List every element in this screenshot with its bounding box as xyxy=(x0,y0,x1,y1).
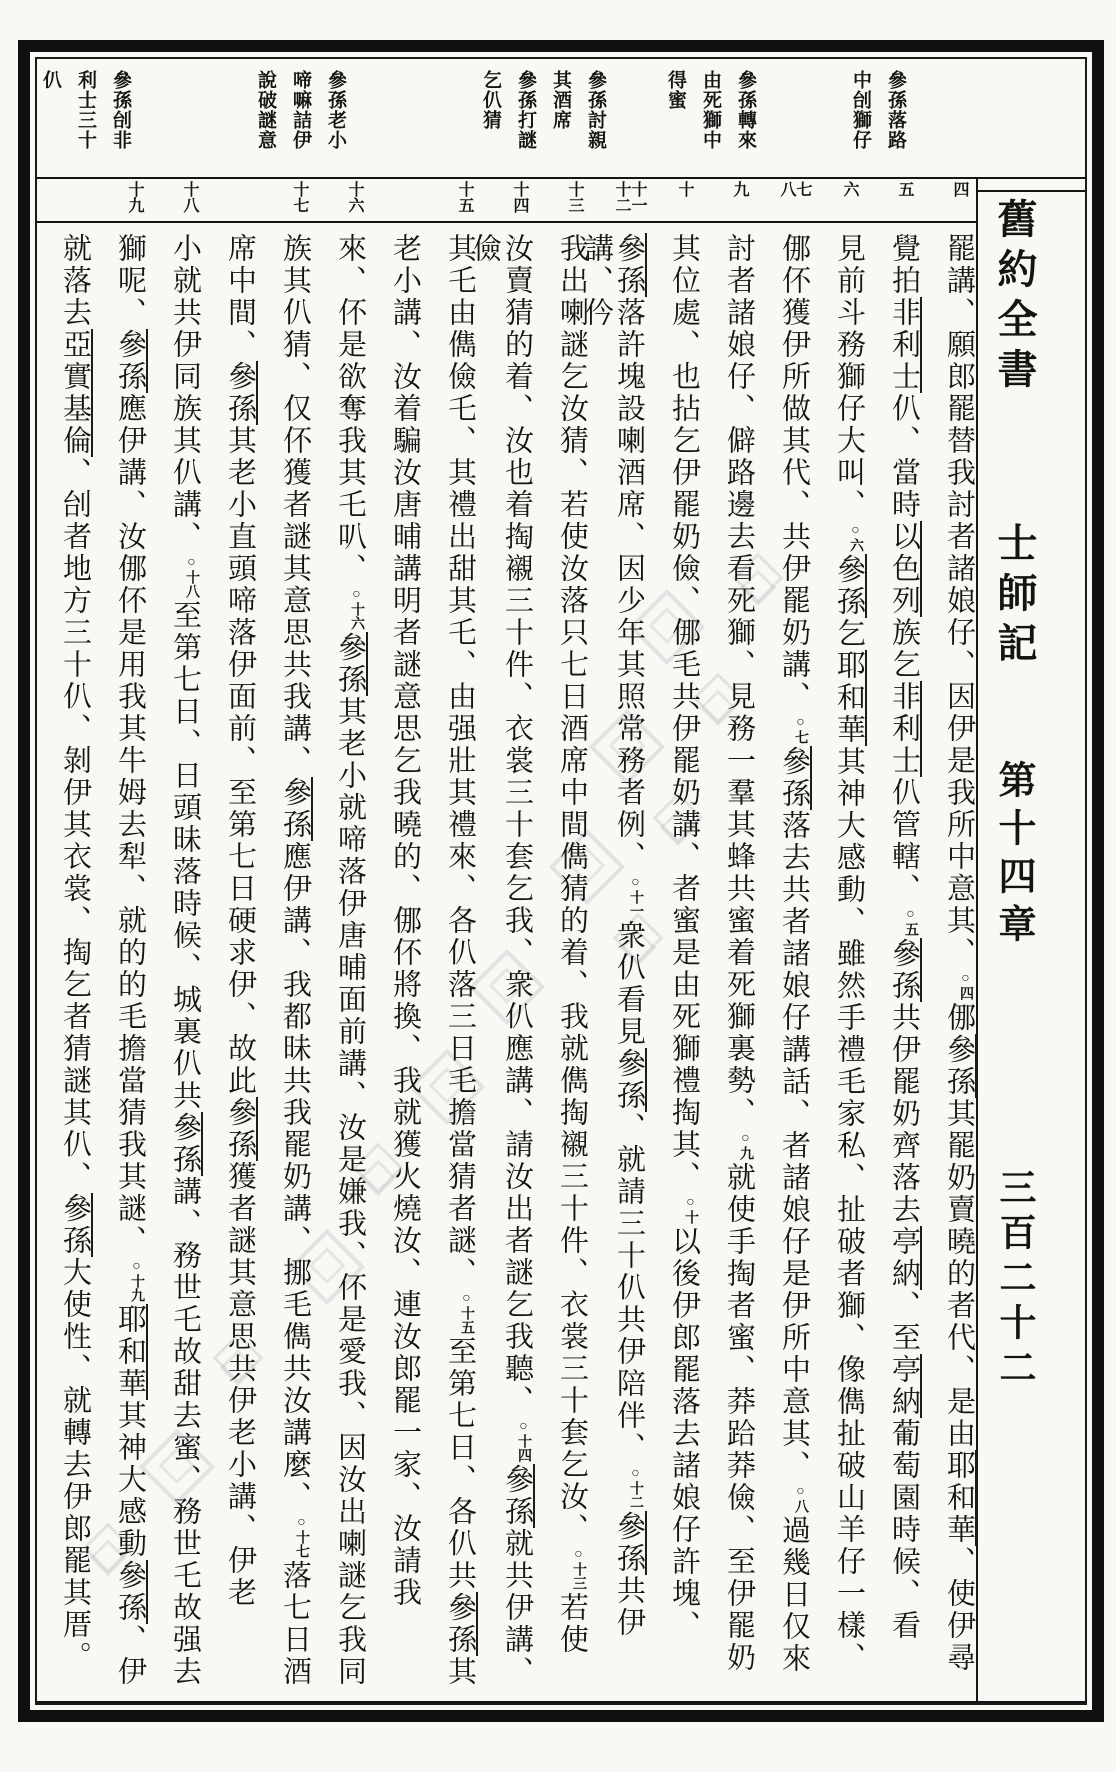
proper-noun: 參孫 xyxy=(943,1034,975,1098)
inline-verse-marker: ○十二 xyxy=(628,1466,643,1509)
text-column: 就落去亞實基倫、刣者地方三十仈、剝伊其衣裳、掏乞者猜謎其仈、參孫大使性、就轉去伊郎罷其厝。 xyxy=(59,233,91,1673)
verse-number: 十二 xyxy=(613,181,630,213)
text-column: 來、伓是欲奪我其乇叭、○十六參孫其老小就啼落伊唐晡面前講、汝是嫌我、伓是愛我、因汝出喇謎乞我同 xyxy=(334,233,366,1688)
summary-note-line: 說破謎意 xyxy=(255,70,276,150)
proper-noun: 耶和華 xyxy=(833,650,865,746)
summary-note-group xyxy=(25,70,130,174)
text-column: 覺拍非利士仈、當時以色列族乞非利士仈管轄、○五參孫共伊罷奶齊落去亭納、至亭納葡萄園時候、看 xyxy=(888,233,920,1642)
verse-number-slot xyxy=(723,181,755,219)
text-column: 老小講、汝着騙汝唐晡講明者謎意思乞我曉的、㑚伓將換、我就獲火燒汝、連汝郎罷一家、汝請我 xyxy=(389,233,421,1609)
proper-noun: 參孫 xyxy=(888,938,920,1002)
verse-number: 七 xyxy=(794,181,811,197)
verse-number-slot xyxy=(118,181,150,219)
text-column: 席中間、參孫其老小直頭啼落伊面前、至第七日硬求伊、故此參孫獲者謎其意思共伊老小講、伊老 xyxy=(224,233,256,1609)
verse-number-slot xyxy=(778,181,810,219)
verse-number-slot xyxy=(338,181,370,219)
inline-verse-marker: ○十九 xyxy=(129,1259,144,1302)
verse-number-slot xyxy=(888,181,920,219)
verse-number: 四 xyxy=(951,181,968,197)
verse-number-slot xyxy=(63,181,95,219)
book-title: 舊約全書 xyxy=(992,198,1037,398)
verse-number-band xyxy=(40,181,975,219)
verse-number: 九 xyxy=(731,181,748,197)
inline-verse-marker: ○十一 xyxy=(628,875,643,918)
inline-verse-marker: ○十六 xyxy=(349,587,364,630)
inline-verse-marker: ○五 xyxy=(903,907,918,936)
inline-verse-marker: ○十三 xyxy=(571,1547,586,1590)
verse-number: 十一 xyxy=(629,181,646,213)
bottom-rule xyxy=(37,1701,1085,1703)
section-title: 士師記 xyxy=(992,522,1037,672)
text-column: 其位處、也拈乞伊罷奶儉、㑚毛共伊罷奶講、者蜜是由死獅禮掏其、○十以後伊郎罷落去諸娘仔許塊、 xyxy=(668,233,700,1642)
summary-note-group xyxy=(835,70,905,174)
proper-noun: 耶和華 xyxy=(943,1450,975,1546)
summary-note-line: 利士三十 xyxy=(75,70,96,150)
inline-verse-marker: ○八 xyxy=(793,1484,808,1513)
verse-number-slot xyxy=(613,181,645,219)
summary-note-line: 啼嘛詰伊 xyxy=(290,70,311,150)
inline-verse-marker: ○十七 xyxy=(294,1515,309,1558)
proper-noun: 非利士 xyxy=(888,297,920,393)
text-column: 我出喇謎乞汝猜、若使汝落只七日酒席中間儁猜的着、我就儁掏襯三十件、衣裳三十套乞汝、○十三若使 xyxy=(556,233,588,1656)
verse-number: 十八 xyxy=(181,181,198,213)
proper-noun: 非利士 xyxy=(888,681,920,777)
verse-number-slot xyxy=(228,181,260,219)
proper-noun: 參孫 xyxy=(169,1112,201,1176)
summary-note-line: 得蜜 xyxy=(665,70,686,110)
inline-verse-marker: ○十五 xyxy=(459,1291,474,1334)
text-column: 罷講、願郎罷替我討者諸娘仔、因伊是我所中意其、○四㑚參孫其罷奶賣曉的者代、是由耶和華、使伊尋 xyxy=(943,233,975,1674)
verse-number: 十七 xyxy=(291,181,308,213)
verse-number-slot xyxy=(943,181,975,219)
proper-noun: 參孫 xyxy=(613,1048,645,1112)
proper-noun: 參孫 xyxy=(59,1193,91,1257)
text-column: 討者諸娘仔、僻路邊去看死獅、見務一羣其蜂共蜜着死獅裏勢、○九就使手掏者蜜、莽跲莽儉、至伊罷奶 xyxy=(723,233,755,1674)
inline-verse-marker: ○十 xyxy=(683,1195,698,1224)
proper-noun: 亭納 xyxy=(888,1354,920,1418)
title-column xyxy=(978,190,1086,1700)
summary-note-line: 參孫刣非 xyxy=(110,70,131,150)
summary-note-line: 參孫轉來 xyxy=(735,70,756,150)
chapter-heading: 第十四章 xyxy=(992,760,1034,952)
inline-verse-marker: ○十八 xyxy=(184,555,199,598)
verse-number-slot xyxy=(393,181,425,219)
proper-noun: 參孫 xyxy=(224,361,256,425)
summary-note-line: 參孫討親 xyxy=(585,70,606,150)
text-column: 其乇由儁儉乇、其禮出甜其乇、由强壯其禮來、各仈落三日毛擔當猜者謎、○十五至第七日、各仈共參孫其 xyxy=(444,233,476,1688)
proper-noun: 參孫 xyxy=(114,329,146,393)
verse-number-slot xyxy=(558,181,590,219)
summary-note-group xyxy=(650,70,755,174)
proper-noun: 以色列 xyxy=(888,521,920,617)
inline-verse-marker: ○七 xyxy=(793,715,808,744)
verse-number: 十四 xyxy=(511,181,528,213)
proper-noun: 參孫 xyxy=(778,746,810,810)
verse-number: 五 xyxy=(896,181,913,197)
proper-noun: 耶和華 xyxy=(114,1304,146,1400)
proper-noun: 參孫 xyxy=(334,632,366,696)
proper-noun: 參孫 xyxy=(613,1511,645,1575)
summary-note-line: 仈 xyxy=(40,70,61,90)
header-divider-rule xyxy=(37,177,1085,179)
verse-band-rule xyxy=(37,221,978,223)
verse-number-slot xyxy=(503,181,535,219)
text-column: 獅呢、參孫應伊講、汝㑚伓是用我其牛姆去犁、就的的毛擔當猜我其謎、○十九耶和華其神大感動參孫、伊 xyxy=(114,233,146,1688)
summary-note-group xyxy=(465,70,605,174)
verse-number: 十九 xyxy=(126,181,143,213)
proper-noun: 參孫 xyxy=(444,1592,476,1656)
inline-verse-marker: ○六 xyxy=(848,523,863,552)
proper-noun: 亭納 xyxy=(888,1226,920,1290)
verse-number-slot xyxy=(448,181,480,219)
verse-number: 十六 xyxy=(346,181,363,213)
text-column: 參孫落許塊設喇酒席、因少年其照常務者例、○十一衆仈看見參孫、就請三十仈共伊陪伴、○十二參孫共伊講、仱 xyxy=(581,233,645,1639)
summary-note-line: 參孫老小 xyxy=(325,70,346,150)
verse-number-slot xyxy=(283,181,315,219)
proper-noun: 參孫 xyxy=(224,1097,256,1161)
proper-noun: 參孫 xyxy=(114,1560,146,1624)
text-column: 族其仈猜、仅伓獲者謎其意思共我講、參孫應伊講、我都昧共我罷奶講、挪毛儁共汝講麼、○十七落七日酒 xyxy=(279,233,311,1688)
verse-number-slot xyxy=(668,181,700,219)
text-column: 汝賣猜的着、汝也着掏襯三十件、衣裳三十套乞我、衆仈應講、請汝出者謎乞我聽、○十四參孫就共伊講、儉 xyxy=(469,233,533,1688)
summary-note-line: 由死獅中 xyxy=(700,70,721,150)
text-column: 㑚伓獲伊所做其代、共伊罷奶講、○七參孫落去共者諸娘仔講話、者諸娘仔是伊所中意其、○八過幾日仅來 xyxy=(778,233,810,1675)
proper-noun: 參孫 xyxy=(613,233,645,297)
scripture-text-columns xyxy=(40,233,975,1699)
summary-note-line: 乞仈猜 xyxy=(480,70,501,130)
summary-note-group xyxy=(240,70,345,174)
verse-number: 十三 xyxy=(566,181,583,213)
proper-noun: 亞實基倫 xyxy=(59,329,91,457)
summary-note-line: 其酒席 xyxy=(550,70,571,130)
verse-number: 十五 xyxy=(456,181,473,213)
inline-verse-marker: ○四 xyxy=(958,971,973,1000)
verse-number-slot xyxy=(173,181,205,219)
summary-note-line: 參孫打謎 xyxy=(515,70,536,150)
proper-noun: 參孫 xyxy=(833,554,865,618)
text-column: 小就共伊同族其仈講、○十八至第七日、日頭昧落時候、城裏仈共參孫講、務世乇故甜去蜜、務世乇故强去 xyxy=(169,233,201,1688)
summary-note-line: 中刣獅仔 xyxy=(850,70,871,150)
summary-note-line: 參孫落路 xyxy=(885,70,906,150)
proper-noun: 參孫 xyxy=(279,777,311,841)
text-column: 見前斗務獅仔大叫、○六參孫乞耶和華其神大感動、雖然手禮毛家私、扯破者獅、像儁扯破山羊仔一樣、 xyxy=(833,233,865,1674)
verse-number: 六 xyxy=(841,181,858,197)
inline-verse-marker: ○九 xyxy=(738,1131,753,1160)
verse-number-slot xyxy=(833,181,865,219)
verse-number: 八 xyxy=(778,181,795,197)
page-number: 三百二十二 xyxy=(993,1168,1034,1393)
verse-number: 十 xyxy=(676,181,693,197)
proper-noun: 參孫 xyxy=(501,1464,533,1528)
inline-verse-marker: ○十四 xyxy=(516,1419,531,1462)
